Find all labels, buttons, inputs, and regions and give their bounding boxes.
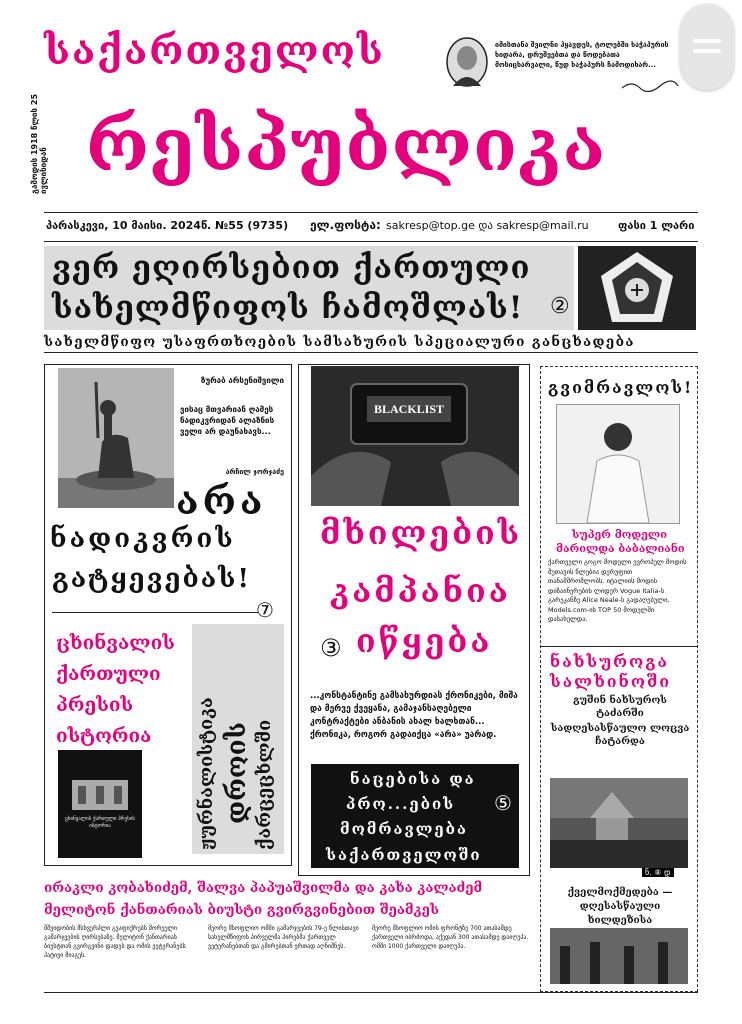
center-headline-2: კამპანია	[330, 572, 511, 610]
vertical-title-1: ჟურნალისტიკა	[196, 697, 217, 850]
church-crowd-icon	[550, 778, 688, 868]
center-headline-1: მხილების	[320, 514, 522, 552]
founded-text: გამოდის 1918 წლის 25 ივლისიდან	[30, 93, 48, 194]
headline-page-num: ②	[550, 294, 570, 319]
model-caption-2: მარილდა ბაბალიანი	[556, 542, 685, 555]
vertical-title-3: ქარცეცხლში	[254, 719, 275, 850]
headline-line2: სახელმწიფოს ჩამოშლას!	[52, 290, 524, 326]
box-line-1: ნაცებისა და	[350, 770, 476, 788]
right-title2-1: ნახსუროგა	[550, 652, 670, 671]
center-headline-3: იწყება	[356, 622, 493, 660]
portrait-icon	[445, 36, 489, 88]
statue-photo	[58, 368, 174, 508]
box-line-3: მომრავლება	[340, 820, 468, 838]
phone-hands-icon	[311, 366, 519, 506]
masthead-quote: იმისთანა შვილნი ჰყავდეს, ტოლებში ხაჭაპურის ხიდარა, დრუშეებთა და წოდებათა მოსიცხარვალი, წუდ ხაჭაპურს ჩამოდიხარ...	[495, 41, 669, 69]
center-page-num: ③	[320, 634, 342, 662]
security-emblem-icon	[578, 246, 696, 330]
headline-line1: ვერ ეღირსებით ქართული	[52, 250, 531, 286]
church-page-tag: ნ. ⑧ დ	[642, 868, 674, 877]
email-links[interactable]: sakresp@top.ge და sakresp@mail.ru	[386, 219, 589, 232]
center-lead: ...კონსტანტინე გამსახურდიას ქრონიკები, მიშა და მერვე ქვეყანა, გამაჯანსაღებელი კონტრაქტები ანბანის ახალ ხალხთან... ქრონიკა, როგორ გადაიქცა «არა» უარად.	[310, 691, 518, 740]
date-issue: პარასკევი, 10 მაისი. 2024წ. №55 (9735)	[46, 219, 289, 232]
model-text: ქართველი გოგო მოდელი ევროპულ მოდის შუთავის წლებია დერუფით თანამშრომლობს. იტალიის მოდის დიზაინერების ლიდერ Vogue Italia-ს გარეკანზე Alice Neale-ს გადაღებული, Models.com-ის TOP 50 მოდელში დასახელდა.	[548, 558, 687, 623]
left-quote-author: არჩილ ჯორჯაძე	[225, 468, 284, 476]
book-building-icon	[58, 750, 142, 858]
statue-icon	[58, 368, 174, 508]
left-quote: ვისაც მთვარიან ღამეს ნადიკვრიდან ალაზნის ველი არ დაუნახავს...	[180, 405, 275, 436]
box-line-2: პრო...ების	[346, 795, 456, 813]
headline-subhead: სახელმწიფო უსაფრთხოების სამსახურის სპეციალური განცხადება	[44, 334, 698, 353]
right-divider-1	[540, 646, 698, 647]
box-page-num: ⑤	[494, 791, 512, 815]
blacklist-sign: BLACKLIST	[373, 402, 445, 416]
history-title: ცხინვალის ქართული პრესის ისტორია	[56, 632, 175, 747]
model-photo	[556, 404, 680, 524]
church-photo	[550, 778, 688, 877]
menu-line-icon	[693, 49, 721, 53]
model-caption-1: სუპერ მოდელი	[572, 528, 667, 541]
left-headline-1: არა	[176, 478, 267, 523]
ceremony-photo	[550, 928, 688, 984]
bottom-rule	[44, 992, 698, 993]
right-sub2-1: გუშინ ნახსუროს ტაძარში	[573, 695, 667, 719]
left-page-num: ⑦	[256, 598, 274, 622]
right-title2-2: სალხინოში	[550, 672, 672, 691]
bottom-headline-2: მელიტონ ქანთარიას ბიუსტი გვირგვინებით შეამკეს	[44, 902, 439, 918]
bottom-body-2: მეორე მსოფლიო ომში გამარჯვების 79-ე წლისთავი სახელმწიფოს პირველმა პირებმა ქართველ ვეტერანებთან და გმირებთან ერთად აღნიშნეს.	[208, 925, 359, 950]
bottom-headline-1: ირაკლი კობახიძემ, შალვა პაპუაშვილმა და კახა კალაძემ	[44, 880, 483, 896]
right-title: გვიმრავლოს!	[548, 378, 694, 397]
model-figure-icon	[557, 405, 679, 523]
menu-pill-button[interactable]	[680, 4, 734, 90]
right-title3: ქველმოქმედება — დღესასწაული ხილდეზისა	[567, 887, 673, 926]
email-label: ელ.ფოსტა:	[310, 218, 381, 232]
vertical-title-2: დროის	[222, 722, 252, 824]
book-caption: ცხინვალის ქართული პრესის ისტორია	[65, 816, 135, 829]
masthead-title-top: საქართველოს	[44, 28, 385, 74]
bottom-body-1: მშვიდობის მსხვერპლი გვაფიქრებს შორეული გამარჯვების ღირსებაზე. მელიტონ ქანთარიას ბიუსტთან გვირგვინი დადეს და ომის ვეტერანებს პატივი მიაგეს.	[44, 925, 186, 959]
signature-icon	[620, 80, 680, 92]
bottom-body-3: მეორე მსოფლიო ომის ფრონტზე 700 ათასამდე ქართველი იბრძოდა, აქედან 300 ათასამდე დაიღუპა. ომში 1000 ქართველი დაიღუპა.	[372, 925, 529, 950]
price: ფასი 1 ლარი	[618, 219, 695, 232]
left-headline-3: გატყევებას!	[52, 564, 251, 594]
left-divider	[52, 612, 258, 613]
right-sub2-2: სადღესასწაულო ლოცვა ჩატარდა	[550, 723, 690, 747]
left-headline-2: ნადიკვრის	[50, 524, 236, 554]
blacklist-photo	[311, 366, 519, 506]
box-line-4: საქართველოში	[326, 846, 482, 864]
menu-line-icon	[693, 39, 721, 43]
author-name: ზურაბ არსენიშვილი	[200, 376, 284, 385]
founded-vertical	[30, 0, 60, 194]
emblem-image	[578, 246, 696, 330]
book-cover	[58, 750, 142, 858]
ceremony-icon	[550, 928, 688, 984]
vertical-title-box	[192, 624, 284, 854]
masthead-title-main: რესპუბლიკა	[86, 102, 607, 187]
